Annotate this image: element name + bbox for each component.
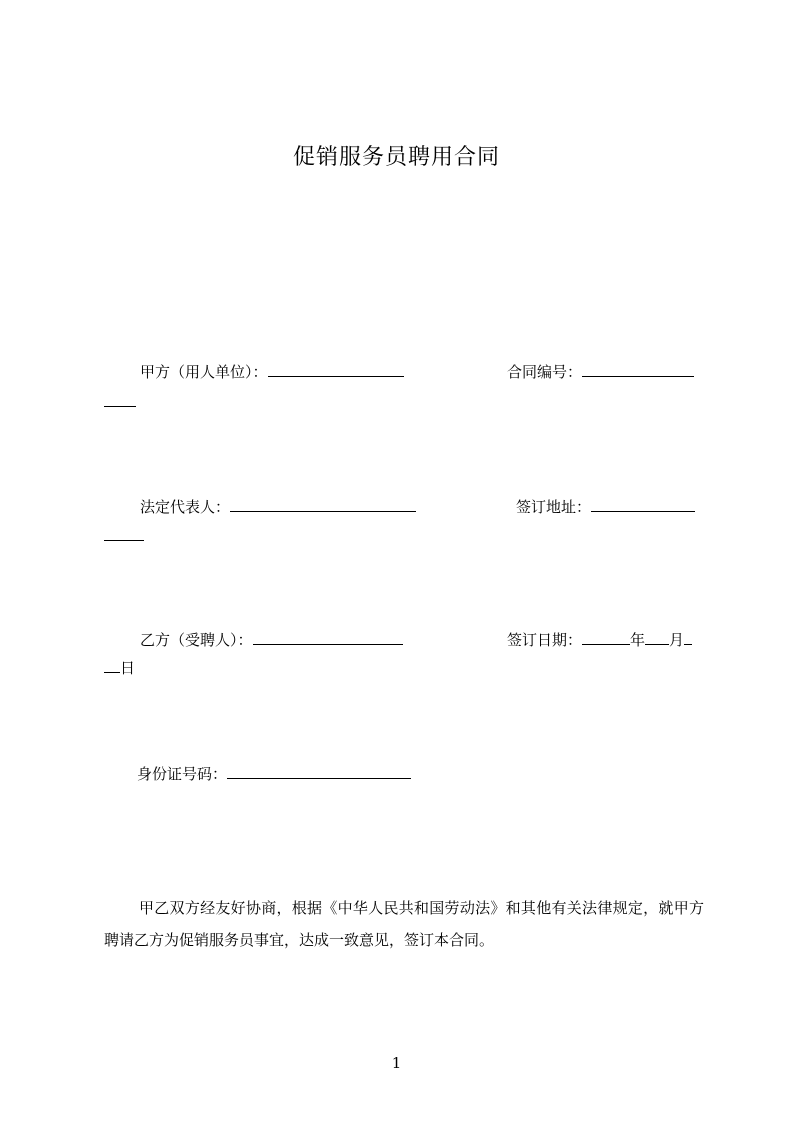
legal-rep-field [140,495,416,518]
sign-date-field [507,628,692,651]
legal-rep-label: 法定代表人： [140,498,231,516]
party-b-blank[interactable] [253,628,403,645]
month-label: 月 [669,631,685,649]
page-number: 1 [391,1054,402,1072]
sign-place-field [516,495,695,518]
sign-year-blank[interactable] [582,628,630,645]
contract-no-field-cont [104,390,136,413]
sign-day-blank-cont[interactable] [104,656,120,673]
party-b-field [140,628,403,651]
sign-date-field-cont [104,656,135,679]
legal-rep-blank[interactable] [230,495,416,512]
contract-no-field [507,360,694,383]
party-b-label: 乙方（受聘人）： [140,631,253,649]
sign-place-blank-cont[interactable] [104,524,144,541]
body-paragraph: 甲乙双方经友好协商，根据《中华人民共和国劳动法》和其他有关法律规定，就甲方聘请乙方为促销服务员事宜，达成一致意见，签订本合同。 [104,899,704,949]
sign-place-label: 签订地址： [516,498,592,516]
sign-place-field-cont [104,524,144,547]
party-a-label: 甲方（用人单位）： [140,363,268,381]
year-label: 年 [630,631,646,649]
id-number-blank[interactable] [227,762,411,779]
sign-month-blank[interactable] [645,628,669,645]
sign-place-blank[interactable] [591,495,695,512]
sign-day-blank[interactable] [684,628,692,645]
contract-no-blank[interactable] [582,360,694,377]
party-a-field [140,360,404,383]
id-number-label: 身份证号码： [137,765,228,783]
party-a-blank[interactable] [268,360,404,377]
document-title: 促销服务员聘用合同 [292,145,500,170]
id-number-field [137,762,411,785]
day-label: 日 [120,659,136,677]
sign-date-label: 签订日期： [507,631,583,649]
contract-no-blank-cont[interactable] [104,390,136,407]
contract-no-label: 合同编号： [507,363,583,381]
